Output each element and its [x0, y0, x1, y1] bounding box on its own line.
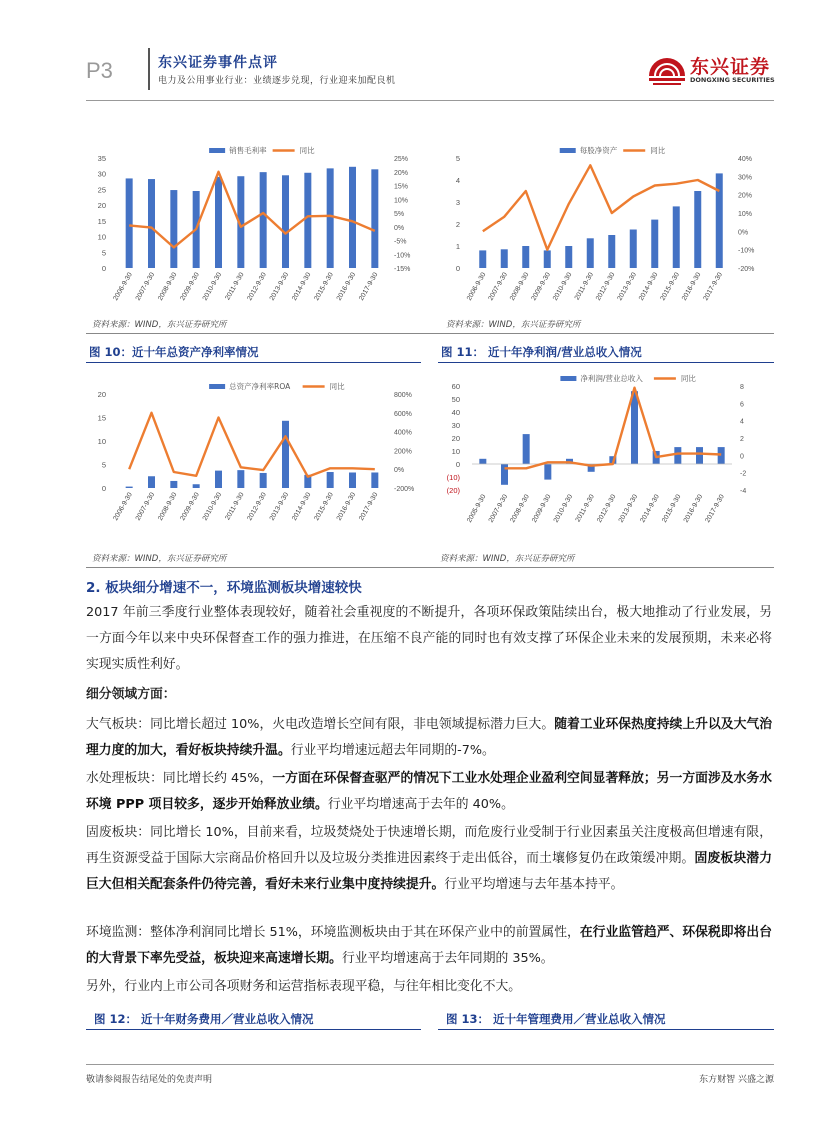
x-tick-label: 2008-9-30 — [509, 493, 531, 524]
figure-title: 图 12： 近十年财务费用／营业总收入情况 — [94, 1012, 314, 1026]
x-tick-label: 2013-9-30 — [617, 493, 640, 524]
x-tick-label: 2010-9-30 — [551, 271, 574, 302]
chart-roa — [86, 372, 426, 544]
x-tick-label: 2015-9-30 — [313, 491, 335, 522]
right-axis-tick-label: -2 — [740, 470, 747, 478]
right-axis-tick-label: 40% — [738, 156, 753, 163]
source-note: 资料来源：WIND，东兴证券研究所 — [92, 320, 227, 330]
left-axis-tick-label: 30 — [451, 421, 460, 430]
x-tick-label: 2014-9-30 — [291, 271, 313, 302]
x-tick-label: 2013-9-30 — [268, 491, 291, 522]
bar-mark — [523, 434, 530, 464]
right-axis-tick-label: -4 — [740, 488, 747, 495]
bar-mark — [327, 168, 334, 268]
left-axis-tick-label: 20 — [97, 201, 106, 211]
chart-svg-roa — [86, 372, 426, 544]
bar-mark — [148, 179, 155, 268]
bar-mark — [327, 472, 334, 488]
air-highlight: 随着工业环保热度持续上升以及大气治理力度的加大，看好板块持续升温。 — [86, 717, 773, 758]
left-axis-tick-label: 1 — [455, 242, 460, 251]
bar-mark — [126, 487, 133, 488]
figure-title-rule — [438, 362, 774, 363]
left-axis-tick-label: 0 — [455, 264, 460, 273]
bar-mark — [608, 235, 615, 268]
x-tick-label: 2017-9-30 — [358, 271, 380, 302]
bar-mark — [170, 481, 177, 488]
right-axis-tick-label: 25% — [394, 156, 409, 163]
x-tick-label: 2012-9-30 — [594, 271, 617, 302]
x-tick-label: 2005-9-30 — [466, 493, 488, 524]
right-axis-tick-label: 0% — [738, 229, 749, 237]
chart-bvps — [440, 140, 775, 315]
left-axis-tick-label: 30 — [97, 169, 106, 179]
chart-row-rule — [86, 333, 774, 334]
x-tick-label: 2017-9-30 — [358, 491, 380, 522]
figure-title: 图 13： 近十年管理费用／营业总收入情况 — [446, 1012, 666, 1026]
sub-heading: 细分领域方面： — [86, 687, 176, 702]
legend-bar-swatch — [209, 384, 225, 389]
left-axis-tick-label: 4 — [455, 176, 460, 185]
x-tick-label: 2011-9-30 — [224, 271, 246, 302]
env-text-end: 行业平均增速高于去年同期的 35%。 — [341, 951, 554, 966]
bar-mark — [215, 471, 222, 488]
x-tick-label: 2008-9-30 — [157, 271, 179, 302]
x-tick-label: 2014-9-30 — [637, 271, 660, 302]
right-axis-tick-label: -20% — [738, 266, 755, 273]
right-axis-tick-label: -5% — [394, 238, 407, 246]
logo-text-cn: 东兴证券 — [690, 56, 771, 78]
legend-bar-label: 销售毛利率 — [229, 146, 267, 155]
source-note: 资料来源：WIND，东兴证券研究所 — [446, 320, 581, 330]
x-tick-label: 2007-9-30 — [487, 271, 509, 302]
chart-svg-bvps — [440, 140, 775, 315]
x-tick-label: 2011-9-30 — [573, 271, 595, 302]
left-axis-tick-label: 60 — [451, 382, 460, 391]
legend-line-label: 同比 — [650, 146, 666, 155]
paragraph-solid-waste — [86, 820, 772, 898]
figure-title-rule — [438, 1029, 774, 1030]
x-tick-label: 2012-9-30 — [246, 271, 268, 302]
chart-row-rule — [86, 567, 774, 568]
bar-mark — [501, 249, 508, 268]
right-axis-tick-label: 6 — [740, 401, 744, 409]
chart-gross-margin — [86, 140, 426, 315]
figure-title-rule — [86, 1029, 421, 1030]
x-tick-label: 2007-9-30 — [487, 493, 510, 524]
x-tick-label: 2007-9-30 — [134, 271, 157, 302]
header-divider — [148, 48, 150, 90]
x-tick-label: 2010-9-30 — [201, 491, 224, 522]
left-axis-tick-label: 10 — [451, 447, 460, 456]
x-tick-label: 2014-9-30 — [639, 493, 661, 524]
section-heading: 2. 板块细分增速不一，环境监测板块增速较快 — [86, 580, 362, 596]
logo-mark-icon — [646, 50, 688, 92]
footer-rule — [86, 1064, 774, 1065]
right-axis-tick-label: 600% — [394, 410, 412, 418]
left-axis-tick-label: 5 — [101, 248, 106, 258]
left-axis-tick-label: 20 — [451, 434, 460, 443]
report-subtitle: 电力及公用事业行业：业绩逐步兑现，行业迎来加配良机 — [158, 76, 396, 86]
left-axis-tick-label: (20) — [446, 486, 460, 495]
right-axis-tick-label: 4 — [740, 418, 744, 426]
paragraph-water — [86, 766, 772, 818]
right-axis-tick-label: 20% — [738, 192, 753, 200]
left-axis-tick-label: 10 — [97, 232, 106, 242]
bar-mark — [674, 447, 681, 464]
bar-mark — [260, 473, 267, 488]
bar-mark — [479, 459, 486, 464]
right-axis-tick-label: 400% — [394, 429, 412, 437]
water-highlight: 一方面在环保督查驱严的情况下工业水处理企业盈利空间显著释放；另一方面涉及水务水环境 PPP 项目较多，逐步开始释放业绩。 — [86, 771, 773, 812]
solid-text-end: 行业平均增速与去年基本持平。 — [444, 877, 624, 892]
right-axis-tick-label: 20% — [394, 169, 409, 177]
bar-mark — [304, 173, 311, 268]
air-text-end: 行业平均增速远超去年同期的-7%。 — [290, 743, 495, 758]
left-axis-tick-label: 0 — [455, 460, 460, 469]
bar-mark — [349, 167, 356, 268]
x-tick-label: 2009-9-30 — [531, 493, 553, 524]
bar-mark — [522, 246, 529, 268]
right-axis-tick-label: 0 — [740, 453, 744, 461]
left-axis-tick-label: 0 — [101, 264, 106, 273]
left-axis-tick-label: 20 — [97, 390, 106, 399]
x-tick-label: 2013-9-30 — [268, 271, 291, 302]
x-tick-label: 2017-9-30 — [704, 493, 726, 524]
x-tick-label: 2010-9-30 — [201, 271, 224, 302]
bar-mark — [260, 172, 267, 268]
right-axis-tick-label: 800% — [394, 392, 412, 399]
company-logo — [646, 50, 776, 92]
bar-mark — [215, 177, 222, 268]
legend-bar-swatch — [560, 376, 576, 381]
x-tick-label: 2006-9-30 — [112, 271, 134, 302]
right-axis-tick-label: 5% — [394, 211, 405, 218]
header-rule — [86, 100, 774, 101]
x-tick-label: 2016-9-30 — [682, 493, 705, 524]
x-tick-label: 2015-9-30 — [659, 271, 681, 302]
bar-mark — [673, 206, 680, 268]
right-axis-tick-label: 15% — [394, 183, 409, 191]
left-axis-tick-label: 2 — [455, 220, 460, 229]
paragraph-intro: 2017 年前三季度行业整体表现较好，随着社会重视度的不断提升，各项环保政策陆续出台，极大地推动了行业发展，另一方面今年以来中央环保督查工作的强力推进，在压缩不良产能的同时也有效支撑了环保企业未来的发展预期，未来必将实现实质性利好。 — [86, 605, 772, 672]
left-axis-tick-label: 40 — [451, 408, 460, 417]
x-tick-label: 2006-9-30 — [465, 271, 488, 302]
bar-mark — [694, 191, 701, 268]
page-number: P3 — [86, 58, 113, 83]
chart-net-margin — [440, 372, 775, 544]
bar-mark — [716, 173, 723, 268]
left-axis-tick-label: 35 — [97, 154, 106, 163]
source-note: 资料来源：WIND，东兴证券研究所 — [440, 554, 575, 564]
air-text: 大气板块：同比增长超过 10%，火电改造增长空间有限，非电领域提标潜力巨大。 — [86, 717, 555, 732]
legend-line-label: 同比 — [329, 382, 345, 391]
right-axis-tick-label: -200% — [394, 486, 415, 493]
x-tick-label: 2015-9-30 — [313, 271, 335, 302]
x-tick-label: 2016-9-30 — [680, 271, 703, 302]
paragraph-air — [86, 712, 772, 764]
left-axis-tick-label: (10) — [446, 473, 460, 482]
left-axis-tick-label: 10 — [97, 437, 106, 446]
bar-mark — [193, 484, 200, 488]
left-axis-tick-label: 15 — [97, 413, 106, 423]
line-series — [483, 165, 720, 249]
legend-line-label: 同比 — [680, 374, 696, 383]
left-axis-tick-label: 5 — [455, 154, 460, 163]
bar-mark — [544, 250, 551, 268]
solid-highlight: 固废板块潜力巨大但相关配套条件仍待完善，看好未来行业集中度持续提升。 — [86, 851, 773, 892]
x-tick-label: 2008-9-30 — [508, 271, 531, 302]
left-axis-tick-label: 25 — [97, 185, 106, 195]
x-tick-label: 2007-9-30 — [134, 491, 157, 522]
right-axis-tick-label: 0% — [394, 467, 405, 475]
bar-mark — [371, 169, 378, 268]
bar-mark — [237, 470, 244, 488]
source-note: 资料来源：WIND，东兴证券研究所 — [92, 554, 227, 564]
x-tick-label: 2006-9-30 — [112, 491, 134, 522]
bar-mark — [170, 190, 177, 268]
bar-mark — [544, 464, 551, 480]
legend-bar-swatch — [209, 148, 225, 153]
chart-svg-net-margin — [440, 372, 775, 544]
bar-mark — [126, 178, 133, 268]
paragraph-other: 另外，行业内上市公司各项财务和运营指标表现平稳，与往年相比变化不大。 — [86, 979, 522, 994]
x-tick-label: 2009-9-30 — [179, 271, 201, 302]
x-tick-label: 2012-9-30 — [246, 491, 268, 522]
left-axis-tick-label: 3 — [455, 198, 460, 207]
water-text-end: 行业平均增速高于去年的 40%。 — [327, 797, 514, 812]
x-tick-label: 2012-9-30 — [596, 493, 618, 524]
x-tick-label: 2016-9-30 — [335, 491, 358, 522]
legend-bar-swatch — [560, 148, 576, 153]
logo-text-en: DONGXING SECURITIES — [690, 76, 775, 84]
x-tick-label: 2016-9-30 — [335, 271, 358, 302]
chart-svg-gross-margin — [86, 140, 426, 315]
bar-mark — [630, 230, 637, 269]
left-axis-tick-label: 0 — [101, 484, 106, 493]
figure-title: 图 10：近十年总资产净利率情况 — [89, 345, 259, 359]
x-tick-label: 2008-9-30 — [157, 491, 179, 522]
bar-mark — [587, 238, 594, 268]
bar-mark — [371, 472, 378, 488]
x-tick-label: 2011-9-30 — [224, 491, 246, 522]
x-tick-label: 2014-9-30 — [291, 491, 313, 522]
footer-slogan: 东方财智 兴盛之源 — [699, 1075, 774, 1085]
line-series — [129, 413, 375, 477]
bar-mark — [631, 391, 638, 464]
x-tick-label: 2011-9-30 — [574, 493, 596, 524]
right-axis-tick-label: 8 — [740, 384, 744, 391]
right-axis-tick-label: 0% — [394, 224, 405, 232]
legend-bar-label: 净利润/营业总收入 — [580, 374, 643, 383]
right-axis-tick-label: -15% — [394, 266, 411, 273]
footer-disclaimer: 敬请参阅报告结尾处的免责声明 — [86, 1075, 213, 1085]
x-tick-label: 2010-9-30 — [552, 493, 575, 524]
right-axis-tick-label: -10% — [738, 247, 755, 255]
bar-mark — [282, 175, 289, 268]
bar-mark — [565, 246, 572, 268]
right-axis-tick-label: 30% — [738, 174, 753, 182]
bar-mark — [282, 421, 289, 488]
right-axis-tick-label: 200% — [394, 448, 412, 456]
bar-mark — [696, 447, 703, 464]
paragraph-env-monitoring — [86, 920, 772, 972]
legend-line-label: 同比 — [299, 146, 315, 155]
bar-mark — [479, 250, 486, 268]
line-series — [129, 172, 375, 248]
env-text: 环境监测：整体净利润同比增长 51%，环境监测板块由于其在环保产业中的前置属性， — [86, 925, 580, 940]
water-text: 水处理板块：同比增长约 45%， — [86, 771, 273, 786]
right-axis-tick-label: 10% — [738, 211, 753, 218]
figure-title-rule — [86, 362, 421, 363]
bar-mark — [651, 220, 658, 268]
x-tick-label: 2015-9-30 — [661, 493, 683, 524]
bar-mark — [349, 472, 356, 488]
env-highlight: 在行业监管趋严、环保税即将出台的大背景下率先受益，板块迎来高速增长期。 — [86, 925, 773, 966]
report-series-title: 东兴证券事件点评 — [158, 55, 278, 71]
x-tick-label: 2009-9-30 — [179, 491, 201, 522]
x-tick-label: 2009-9-30 — [530, 271, 552, 302]
left-axis-tick-label: 5 — [101, 460, 106, 470]
x-tick-label: 2013-9-30 — [616, 271, 638, 302]
x-tick-label: 2017-9-30 — [702, 271, 724, 302]
solid-text: 固废板块：同比增长 10%，目前来看，垃圾焚烧处于快速增长期，而危废行业受制于行业因素虽关注度极高但增速有限，再生资源受益于国际大宗商品价格回升以及垃圾分类推进因素终于走出低谷，而土壤修复仍在政策缓冲期。 — [86, 825, 772, 866]
figure-title: 图 11： 近十年净利润/营业总收入情况 — [441, 345, 642, 359]
left-axis-tick-label: 15 — [97, 216, 106, 226]
legend-bar-label: 总资产净利率ROA — [229, 382, 291, 391]
right-axis-tick-label: 10% — [394, 197, 409, 205]
left-axis-tick-label: 50 — [451, 395, 460, 404]
bar-mark — [148, 476, 155, 488]
right-axis-tick-label: -10% — [394, 252, 411, 260]
right-axis-tick-label: 2 — [740, 436, 744, 443]
legend-bar-label: 每股净资产 — [579, 146, 618, 155]
